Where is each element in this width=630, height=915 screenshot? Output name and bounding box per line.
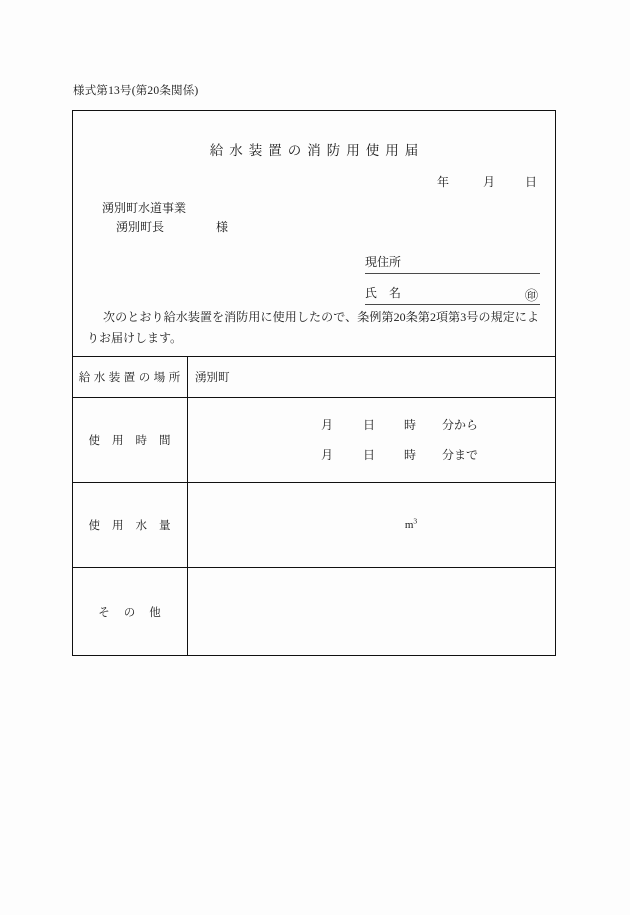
detail-table [72, 356, 556, 656]
form-number: 様式第13号(第20条関係) [73, 85, 199, 97]
applicant-fields [365, 243, 540, 305]
date-month-label: 月 [482, 175, 495, 189]
form-frame [72, 110, 556, 656]
usage-time-from-hour: 時 [404, 418, 417, 432]
usage-time-to-hour: 時 [404, 448, 417, 462]
table-row [72, 483, 556, 568]
row-label-water-volume [72, 483, 188, 567]
addressee-recipient: 湧別町長 [116, 220, 165, 234]
document-title: 給水装置の消防用使用届 [209, 143, 425, 158]
table-row [72, 568, 556, 656]
row-value-other[interactable] [188, 568, 556, 656]
usage-time-to-day: 日 [363, 448, 376, 462]
row-value-location[interactable] [188, 357, 556, 397]
usage-time-to [321, 440, 479, 470]
usage-time-to-month: 月 [321, 448, 334, 462]
row-label-location-text: 給水装置の場所 [78, 372, 184, 384]
current-address-field[interactable] [365, 243, 540, 274]
name-field[interactable] [365, 274, 540, 305]
water-volume-unit [188, 516, 556, 531]
addressee-recipient-line [102, 218, 228, 237]
row-label-water-volume-text: 使用水量 [88, 520, 183, 532]
addressee-block [102, 199, 228, 237]
row-value-location-text: 湧別町 [195, 372, 230, 384]
body-statement-text: 次のとおり給水装置を消防用に使用したので、条例第20条第2項第3号の規定によりお届けします。 [87, 310, 539, 345]
addressee-honorific: 様 [216, 220, 229, 234]
date-year-label: 年 [436, 175, 449, 189]
row-label-usage-time [72, 398, 188, 482]
usage-time-to-minute-suffix: 分まで [442, 448, 479, 462]
body-statement [87, 307, 539, 349]
seal-icon: ㊞ [524, 288, 538, 303]
date-day-label: 日 [524, 175, 537, 189]
table-row [72, 398, 556, 483]
water-volume-unit-base: m [404, 519, 414, 531]
row-label-other [72, 568, 188, 656]
usage-time-entries [188, 410, 556, 470]
row-label-other-text: その他 [98, 607, 175, 619]
date-line [437, 173, 537, 190]
usage-time-from-minute-suffix: 分から [442, 418, 479, 432]
usage-time-from-month: 月 [321, 418, 334, 432]
table-row [72, 357, 556, 398]
name-label: 氏 名 [365, 286, 402, 300]
water-volume-unit-exponent: 3 [413, 516, 418, 526]
row-value-water-volume[interactable] [188, 483, 556, 567]
current-address-label: 現住所 [365, 255, 402, 269]
addressee-organization: 湧別町水道事業 [102, 201, 187, 215]
row-value-usage-time[interactable] [188, 398, 556, 482]
usage-time-from [321, 410, 479, 440]
usage-time-from-day: 日 [363, 418, 376, 432]
row-label-location [72, 357, 188, 397]
form-header-area [73, 111, 555, 357]
row-label-usage-time-text: 使用時間 [88, 435, 183, 447]
